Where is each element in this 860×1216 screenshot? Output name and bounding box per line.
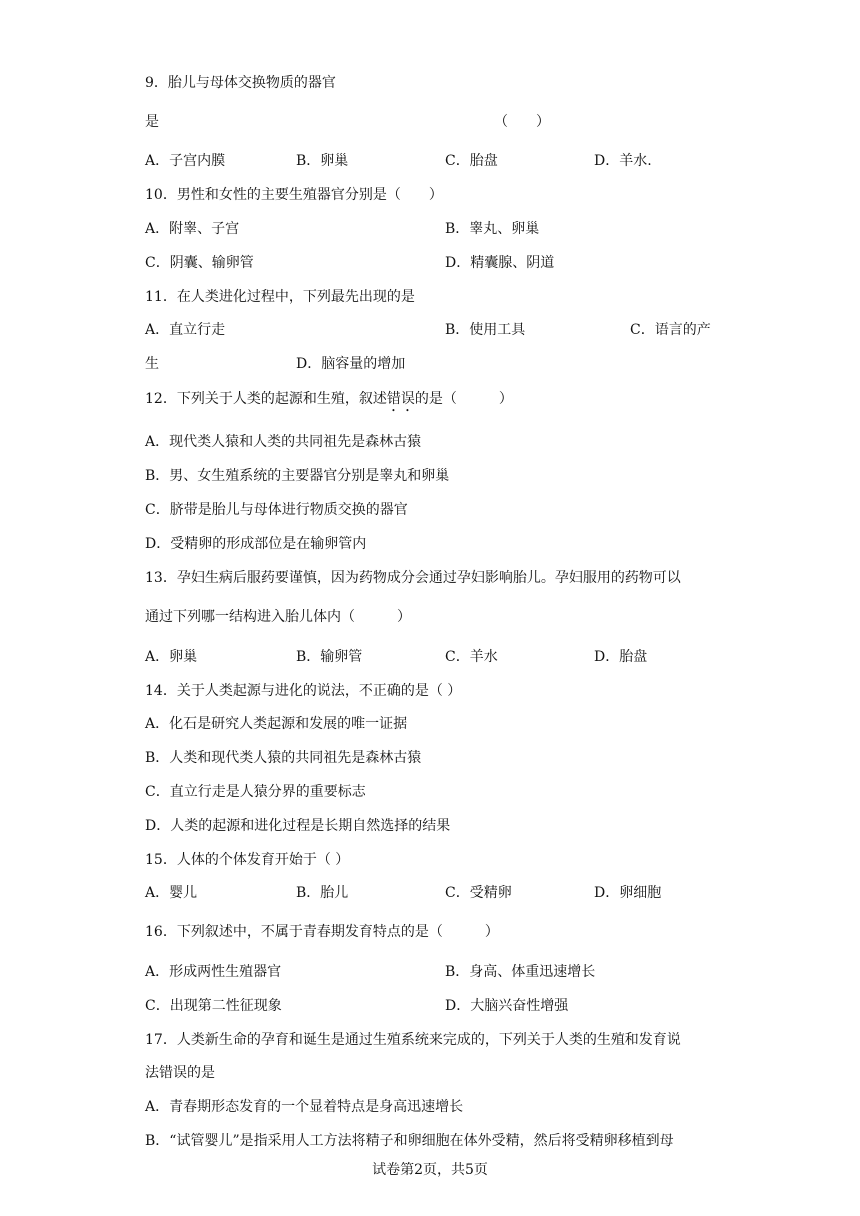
q17-stem-cont: 法错误的是 <box>145 1065 215 1081</box>
q12-stem-pre: 12．下列关于人类的起源和生殖，叙述 <box>145 391 387 407</box>
q14-option-d[interactable]: D．人类的起源和进化过程是长期自然选择的结果 <box>145 818 451 834</box>
q15-option-d[interactable]: D．卵细胞 <box>594 885 662 901</box>
q11-option-c-cont: 生 <box>145 356 159 372</box>
q15-option-c[interactable]: C．受精卵 <box>445 885 512 901</box>
q9-option-c[interactable]: C．胎盘 <box>445 153 498 169</box>
q11-option-b[interactable]: B．使用工具 <box>445 322 526 338</box>
q14-option-a[interactable]: A．化石是研究人类起源和发展的唯一证据 <box>145 716 408 732</box>
q15-stem: 15．人体的个体发育开始于（ ） <box>145 852 350 868</box>
q16-option-c[interactable]: C．出现第二性征现象 <box>145 998 282 1014</box>
q9-option-a[interactable]: A．子宫内膜 <box>145 153 226 169</box>
q14-option-c[interactable]: C．直立行走是人猿分界的重要标志 <box>145 784 366 800</box>
q10-option-d[interactable]: D．精囊腺、阴道 <box>445 255 555 271</box>
q14-option-b[interactable]: B．人类和现代类人猿的共同祖先是森林古猿 <box>145 750 422 766</box>
q9-option-d[interactable]: D．羊水. <box>594 153 652 169</box>
page-footer: 试卷第2页，共5页 <box>372 1162 488 1178</box>
q15-option-b[interactable]: B．胎儿 <box>296 885 349 901</box>
q13-option-d[interactable]: D．胎盘 <box>594 649 648 665</box>
q16-option-d[interactable]: D．大脑兴奋性增强 <box>445 998 569 1014</box>
q10-stem: 10．男性和女性的主要生殖器官分别是（ ） <box>145 187 443 203</box>
q13-option-a[interactable]: A．卵巢 <box>145 649 198 665</box>
q10-option-b[interactable]: B．睾丸、卵巢 <box>445 221 540 237</box>
q9-stem-cont: 是 <box>145 114 159 130</box>
q10-option-a[interactable]: A．附睾、子宫 <box>145 221 240 237</box>
q9-answer-paren: （ ） <box>494 114 550 130</box>
q9-stem: 9．胎儿与母体交换物质的器官 <box>145 75 336 91</box>
q16-stem: 16．下列叙述中，不属于青春期发育特点的是（ ） <box>145 924 499 940</box>
q12-stem <box>145 389 513 409</box>
q15-option-a[interactable]: A．婴儿 <box>145 885 198 901</box>
q12-stem-post: 的是（ ） <box>414 391 513 407</box>
q17-option-a[interactable]: A．青春期形态发育的一个显着特点是身高迅速增长 <box>145 1099 464 1115</box>
q13-stem-cont: 通过下列哪一结构进入胎儿体内（ ） <box>145 609 411 625</box>
q11-stem: 11．在人类进化过程中，下列最先出现的是 <box>145 289 415 305</box>
q11-option-a[interactable]: A．直立行走 <box>145 322 226 338</box>
q16-option-a[interactable]: A．形成两性生殖器官 <box>145 964 282 980</box>
q17-option-b[interactable]: B．“试管婴儿”是指采用人工方法将精子和卵细胞在体外受精，然后将受精卵移植到母 <box>145 1133 674 1149</box>
q12-option-d[interactable]: D．受精卵的形成部位是在输卵管内 <box>145 536 367 552</box>
q11-option-c[interactable]: C．语言的产 <box>630 322 711 338</box>
q12-option-b[interactable]: B．男、女生殖系统的主要器官分别是睾丸和卵巢 <box>145 468 450 484</box>
q14-stem: 14．关于人类起源与进化的说法，不正确的是（ ） <box>145 683 462 699</box>
q12-option-a[interactable]: A．现代类人猿和人类的共同祖先是森林古猿 <box>145 434 422 450</box>
q11-option-d[interactable]: D．脑容量的增加 <box>296 356 406 372</box>
q12-stem-emphasis: 错误 <box>386 391 415 407</box>
q10-option-c[interactable]: C．阴囊、输卵管 <box>145 255 254 271</box>
q13-option-c[interactable]: C．羊水 <box>445 649 498 665</box>
q16-option-b[interactable]: B．身高、体重迅速增长 <box>445 964 596 980</box>
q17-stem: 17．人类新生命的孕育和诞生是通过生殖系统来完成的，下列关于人类的生殖和发育说 <box>145 1032 681 1048</box>
q13-option-b[interactable]: B．输卵管 <box>296 649 363 665</box>
q9-option-b[interactable]: B．卵巢 <box>296 153 349 169</box>
q12-option-c[interactable]: C．脐带是胎儿与母体进行物质交换的器官 <box>145 502 408 518</box>
q13-stem: 13．孕妇生病后服药要谨慎，因为药物成分会通过孕妇影响胎儿。孕妇服用的药物可以 <box>145 570 681 586</box>
